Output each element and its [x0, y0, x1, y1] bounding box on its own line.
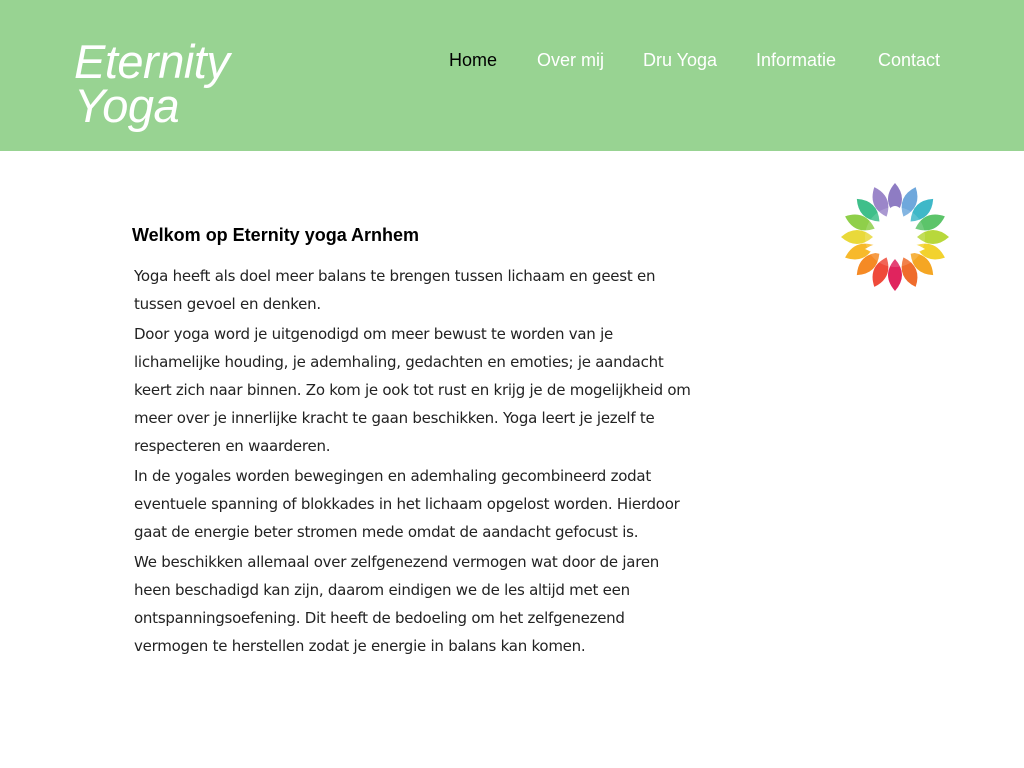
main-content: [132, 224, 692, 662]
logo-line-2: Yoga: [74, 79, 180, 132]
intro-paragraph-1: Yoga heeft als doel meer balans te brengen tussen lichaam en geest en tussen gevoel en denken.: [134, 267, 656, 313]
page-title: Welkom op Eternity yoga Arnhem: [132, 225, 420, 245]
nav-item-contact[interactable]: Contact: [878, 50, 941, 70]
nav-item-home[interactable]: Home: [449, 50, 498, 70]
logo-line-1: Eternity: [74, 35, 230, 88]
nav-item-dru-yoga[interactable]: Dru Yoga: [643, 50, 718, 70]
site-header: [0, 0, 1024, 151]
nav-item-over-mij[interactable]: Over mij: [537, 50, 604, 70]
intro-paragraph-2: Door yoga word je uitgenodigd om meer bewust te worden van je lichamelijke houding, je ademhaling, gedachten en emoties; je aandacht keert zich naar binnen. Zo kom je ook tot rust en krijg je de mogelijkheid om meer over je innerlijke kracht te gaan beschikken. Yoga leert je jezelf te respecteren en waarderen.: [134, 325, 691, 455]
intro-paragraph-3: In de yogales worden bewegingen en ademhaling gecombineerd zodat eventuele spanning of blokkades in het lichaam opgelost worden. Hierdoor gaat de energie beter stromen mede omdat de aandacht gefocust is.: [134, 467, 680, 541]
nav-item-informatie[interactable]: Informatie: [756, 50, 837, 70]
intro-paragraph-4: We beschikken allemaal over zelfgenezend vermogen wat door de jaren heen beschadigd kan zijn, daarom eindigen we de les altijd met een ontspanningsoefening. Dit heeft de bedoeling om het zelfgenezend vermogen te herstellen zodat je energie in balans kan komen.: [134, 553, 660, 655]
lotus-meditation-icon: [840, 182, 950, 292]
main-nav: [0, 49, 1024, 73]
